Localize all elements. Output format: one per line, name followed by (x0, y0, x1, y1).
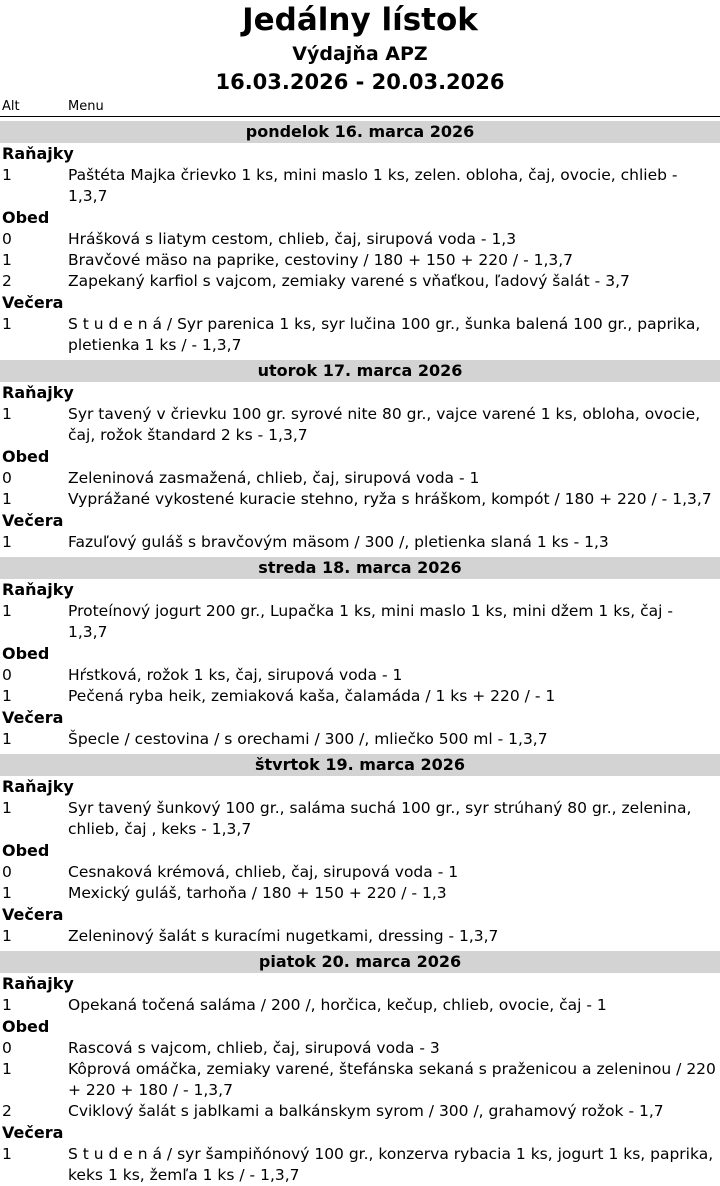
menu-alt-number: 0 (2, 863, 12, 881)
menu-row (0, 686, 720, 707)
meal-heading: Obed (2, 208, 50, 227)
menu-row (0, 229, 720, 250)
page-subtitle: Výdajňa APZ (292, 43, 428, 65)
menu-alt-number: 1 (2, 251, 12, 269)
column-menu: Menu (68, 99, 104, 114)
menu-item-text: Kôprová omáčka, zemiaky varené, štefánska sekaná s praženicou a zeleninou / 220 + 220 + 180 / - 1,3,7 (68, 1060, 716, 1099)
day-header: štvrtok 19. marca 2026 (0, 754, 720, 776)
menu-row (0, 1038, 720, 1059)
menu-alt-number: 1 (2, 799, 12, 817)
menu-alt-number: 0 (2, 469, 12, 487)
menu-alt-number: 1 (2, 1145, 12, 1163)
menu-alt-number: 0 (2, 230, 12, 248)
meal-heading: Raňajky (2, 974, 74, 993)
day-header: streda 18. marca 2026 (0, 557, 720, 579)
menu-item-text: Hŕstková, rožok 1 ks, čaj, sirupová voda - 1 (68, 666, 403, 684)
day-header: utorok 17. marca 2026 (0, 360, 720, 382)
menu-alt-number: 1 (2, 730, 12, 748)
menu-row (0, 665, 720, 686)
menu-row (0, 404, 720, 446)
menu-row (0, 601, 720, 643)
menu-item-text: Zapekaný karfiol s vajcom, zemiaky varené s vňaťkou, ľadový šalát - 3,7 (68, 272, 630, 290)
menu-item-text: S t u d e n á / Syr parenica 1 ks, syr lučina 100 gr., šunka balená 100 gr., paprika, pletienka 1 ks / - 1,3,7 (68, 315, 701, 354)
page-title: Jedálny lístok (242, 2, 478, 38)
day-header: pondelok 16. marca 2026 (0, 121, 720, 143)
menu-row (0, 798, 720, 840)
day-header: piatok 20. marca 2026 (0, 951, 720, 973)
menu-item-text: Zeleninová zasmažená, chlieb, čaj, sirupová voda - 1 (68, 469, 480, 487)
menu-item-text: Syr tavený šunkový 100 gr., saláma suchá 100 gr., syr strúhaný 80 gr., zelenina, chlieb, čaj , keks - 1,3,7 (68, 799, 692, 838)
menu-item-text: S t u d e n á / syr šampiňónový 100 gr., konzerva rybacia 1 ks, jogurt 1 ks, paprika, keks 1 ks, žemľa 1 ks / - 1,3,7 (68, 1145, 714, 1184)
menu-row (0, 250, 720, 271)
menu-alt-number: 0 (2, 1039, 12, 1057)
menu-item-text: Cviklový šalát s jablkami a balkánskym syrom / 300 /, grahamový rožok - 1,7 (68, 1102, 664, 1120)
menu-item-text: Fazuľový guláš s bravčovým mäsom / 300 /, pletienka slaná 1 ks - 1,3 (68, 533, 609, 551)
meal-heading: Raňajky (2, 580, 74, 599)
menu-alt-number: 1 (2, 996, 12, 1014)
menu-row (0, 1101, 720, 1122)
meal-heading: Večera (2, 293, 64, 312)
menu-alt-number: 0 (2, 666, 12, 684)
menu-alt-number: 1 (2, 1060, 12, 1078)
meal-heading: Obed (2, 447, 50, 466)
menu-row (0, 271, 720, 292)
menu-item-text: Rascová s vajcom, chlieb, čaj, sirupová voda - 3 (68, 1039, 440, 1057)
page-header (0, 0, 720, 96)
menu-alt-number: 2 (2, 272, 12, 290)
menu-row (0, 489, 720, 510)
menu-list (0, 121, 720, 1186)
menu-row (0, 468, 720, 489)
menu-alt-number: 1 (2, 687, 12, 705)
menu-item-text: Pečená ryba heik, zemiaková kaša, čalamáda / 1 ks + 220 / - 1 (68, 687, 556, 705)
meal-heading: Obed (2, 644, 50, 663)
menu-row (0, 862, 720, 883)
meal-heading: Raňajky (2, 144, 74, 163)
menu-row (0, 1144, 720, 1186)
menu-item-text: Hrášková s liatym cestom, chlieb, čaj, sirupová voda - 1,3 (68, 230, 517, 248)
menu-item-text: Paštéta Majka črievko 1 ks, mini maslo 1 ks, zelen. obloha, čaj, ovocie, chlieb - 1,3,7 (68, 166, 678, 205)
menu-item-text: Opekaná točená saláma / 200 /, horčica, kečup, chlieb, ovocie, čaj - 1 (68, 996, 607, 1014)
date-range: 16.03.2026 - 20.03.2026 (215, 70, 505, 94)
menu-item-text: Cesnaková krémová, chlieb, čaj, sirupová voda - 1 (68, 863, 459, 881)
meal-heading: Obed (2, 1017, 50, 1036)
menu-row (0, 995, 720, 1016)
menu-row (0, 532, 720, 553)
meal-heading: Večera (2, 511, 64, 530)
menu-item-text: Proteínový jogurt 200 gr., Lupačka 1 ks, mini maslo 1 ks, mini džem 1 ks, čaj - 1,3,7 (68, 602, 673, 641)
column-alt: Alt (2, 99, 20, 114)
menu-row (0, 883, 720, 904)
menu-item-text: Špecle / cestovina / s orechami / 300 /, mliečko 500 ml - 1,3,7 (68, 730, 548, 748)
menu-item-text: Syr tavený v črievku 100 gr. syrové nite 80 gr., vajce varené 1 ks, obloha, ovocie, čaj, rožok štandard 2 ks - 1,3,7 (68, 405, 701, 444)
column-header (0, 98, 720, 117)
meal-heading: Raňajky (2, 383, 74, 402)
menu-alt-number: 1 (2, 927, 12, 945)
menu-alt-number: 1 (2, 166, 12, 184)
meal-heading: Večera (2, 708, 64, 727)
menu-alt-number: 1 (2, 602, 12, 620)
meal-heading: Večera (2, 905, 64, 924)
menu-item-text: Vyprážané vykostené kuracie stehno, ryža s hráškom, kompót / 180 + 220 / - 1,3,7 (68, 490, 712, 508)
meal-heading: Večera (2, 1123, 64, 1142)
menu-alt-number: 2 (2, 1102, 12, 1120)
menu-alt-number: 1 (2, 315, 12, 333)
menu-row (0, 729, 720, 750)
menu-item-text: Bravčové mäso na paprike, cestoviny / 180 + 150 + 220 / - 1,3,7 (68, 251, 574, 269)
menu-row (0, 314, 720, 356)
menu-alt-number: 1 (2, 405, 12, 423)
menu-row (0, 1059, 720, 1101)
meal-heading: Obed (2, 841, 50, 860)
menu-alt-number: 1 (2, 490, 12, 508)
menu-row (0, 926, 720, 947)
menu-row (0, 165, 720, 207)
menu-alt-number: 1 (2, 884, 12, 902)
meal-heading: Raňajky (2, 777, 74, 796)
menu-item-text: Mexický guláš, tarhoňa / 180 + 150 + 220 / - 1,3 (68, 884, 447, 902)
menu-item-text: Zeleninový šalát s kuracími nugetkami, dressing - 1,3,7 (68, 927, 499, 945)
menu-alt-number: 1 (2, 533, 12, 551)
